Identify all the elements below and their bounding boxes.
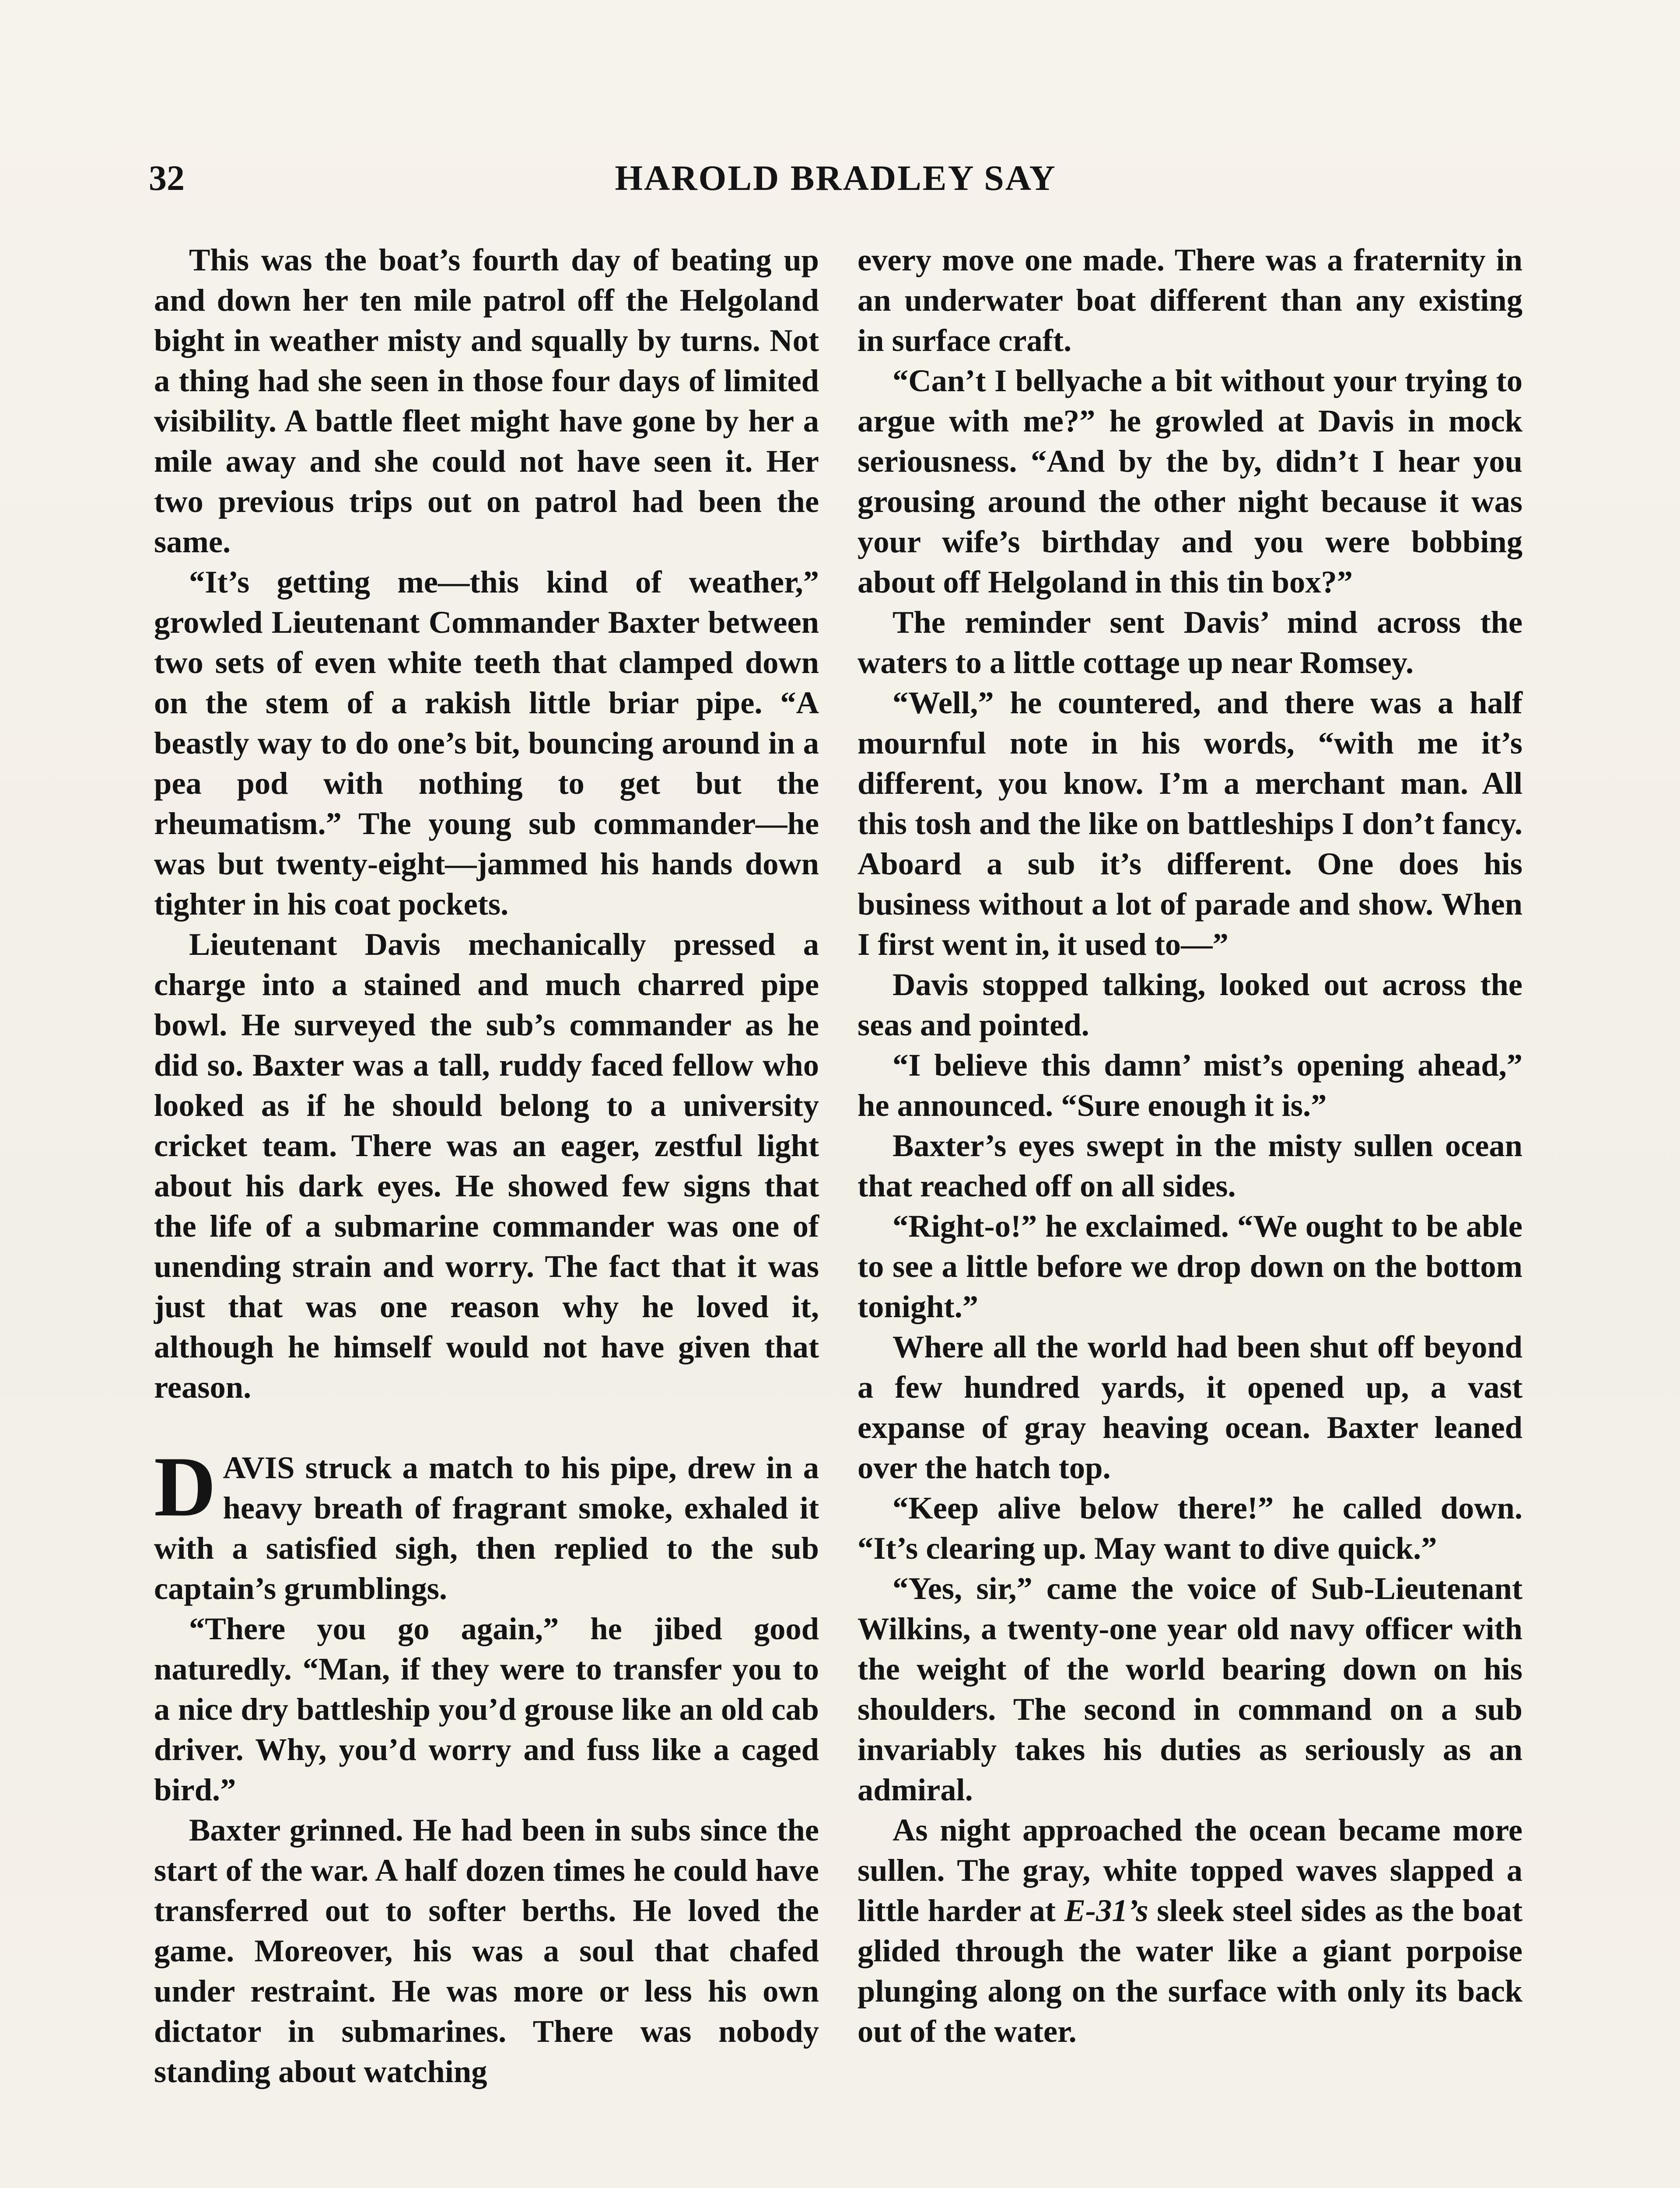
paragraph [858,1810,1522,2051]
paragraph: The reminder sent Davis’ mind across the waters to a little cottage up near Romsey. [858,604,1522,680]
paragraph: Where all the world had been shut off beyond a few hundred yards, it opened up, a vast expanse of gray heaving ocean. Baxter leaned over the hatch top. [858,1329,1522,1485]
ship-name: E-31’s [1064,1893,1148,1928]
running-title: HAROLD BRADLEY SAY [615,158,1057,198]
paragraph: “Can’t I bellyache a bit without your trying to argue with me?” he growled at Davis in mock seriousness. “And by the by, didn’t I hear you grousing around the other night because it was your wife’s birthday and you were bobbing about off Helgoland in this tin box?” [858,363,1522,600]
paragraph-text: As night approached the ocean became more sullen. The gray, white topped waves slapped a little harder at [858,1812,1522,1928]
left-column [154,240,819,2092]
page-number: 32 [149,158,185,198]
small-caps-word: AVIS [223,1450,295,1485]
paragraph: Davis stopped talking, looked out across the seas and pointed. [858,967,1522,1042]
paragraph: Lieutenant Davis mechanically pressed a charge into a stained and much charred pipe bowl. He surveyed the sub’s commander as he did so. Baxter was a tall, ruddy faced fellow who looked as if he should belong to a university cricket team. There was an eager, zestful light about his dark eyes. He showed few signs that the life of a submarine commander was one of unending strain and worry. The fact that it was just that was one reason why he loved it, although he himself would not have given that reason. [154,926,819,1405]
paragraph: “Right-o!” he exclaimed. “We ought to be able to see a little before we drop down on the bottom tonight.” [858,1208,1522,1324]
paragraph: “It’s getting me—this kind of weather,” growled Lieutenant Commander Baxter between two sets of even white teeth that clamped down on the stem of a rakish little briar pipe. “A beastly way to do one’s bit, bouncing around in a pea pod with nothing to get but the rheumatism.” The young sub commander—he was but twenty-eight—jammed his hands down tighter in his coat pockets. [154,564,819,922]
paragraph: “Keep alive below there!” he called down. “It’s clearing up. May want to dive quick.” [858,1490,1522,1566]
paragraph: “There you go again,” he jibed good naturedly. “Man, if they were to transfer you to a nice dry battleship you’d grouse like an old cab driver. Why, you’d worry and fuss like a caged bird.” [154,1611,819,1807]
drop-cap: D [154,1439,216,1534]
right-column [858,240,1522,2051]
section-opening-paragraph [154,1439,819,1609]
paragraph: Baxter’s eyes swept in the misty sullen ocean that reached off on all sides. [858,1128,1522,1203]
paragraph: “Yes, sir,” came the voice of Sub-Lieutenant Wilkins, a twenty-one year old navy officer with the weight of the world bearing down on his shoulders. The second in command on a sub invariably takes his duties as seriously as an admiral. [858,1571,1522,1807]
paragraph: This was the boat’s fourth day of beating up and down her ten mile patrol off the Helgoland bight in weather misty and squally by turns. Not a thing had she seen in those four days of limited visibility. A battle fleet might have gone by her a mile away and she could not have seen it. Her two previous trips out on patrol had been the same. [154,242,819,559]
paragraph: “Well,” he countered, and there was a half mournful note in his words, “with me it’s different, you know. I’m a merchant man. All this tosh and the like on battleships I don’t fancy. Aboard a sub it’s different. One does his business without a lot of parade and show. When I first went in, it used to—” [858,685,1522,962]
paragraph: Baxter grinned. He had been in subs since the start of the war. A half dozen times he could have transferred out to softer berths. He loved the game. Moreover, his was a soul that chafed under restraint. He was more or less his own dictator in submarines. There was nobody standing about watching [154,1812,819,2089]
paragraph-text: struck a match to his pipe, drew in a heavy breath of fragrant smoke, exhaled it with a satisfied sigh, then replied to the sub captain’s grumblings. [154,1450,819,1606]
paragraph-continued: every move one made. There was a fraternity in an underwater boat different than any existing in surface craft. [858,242,1522,358]
paragraph: “I believe this damn’ mist’s opening ahead,” he announced. “Sure enough it is.” [858,1047,1522,1123]
paragraph-text: sleek steel sides as the boat glided through the water like a giant porpoise plunging along on the surface with only its back out of the water. [858,1893,1522,2049]
page-header [149,154,1522,202]
